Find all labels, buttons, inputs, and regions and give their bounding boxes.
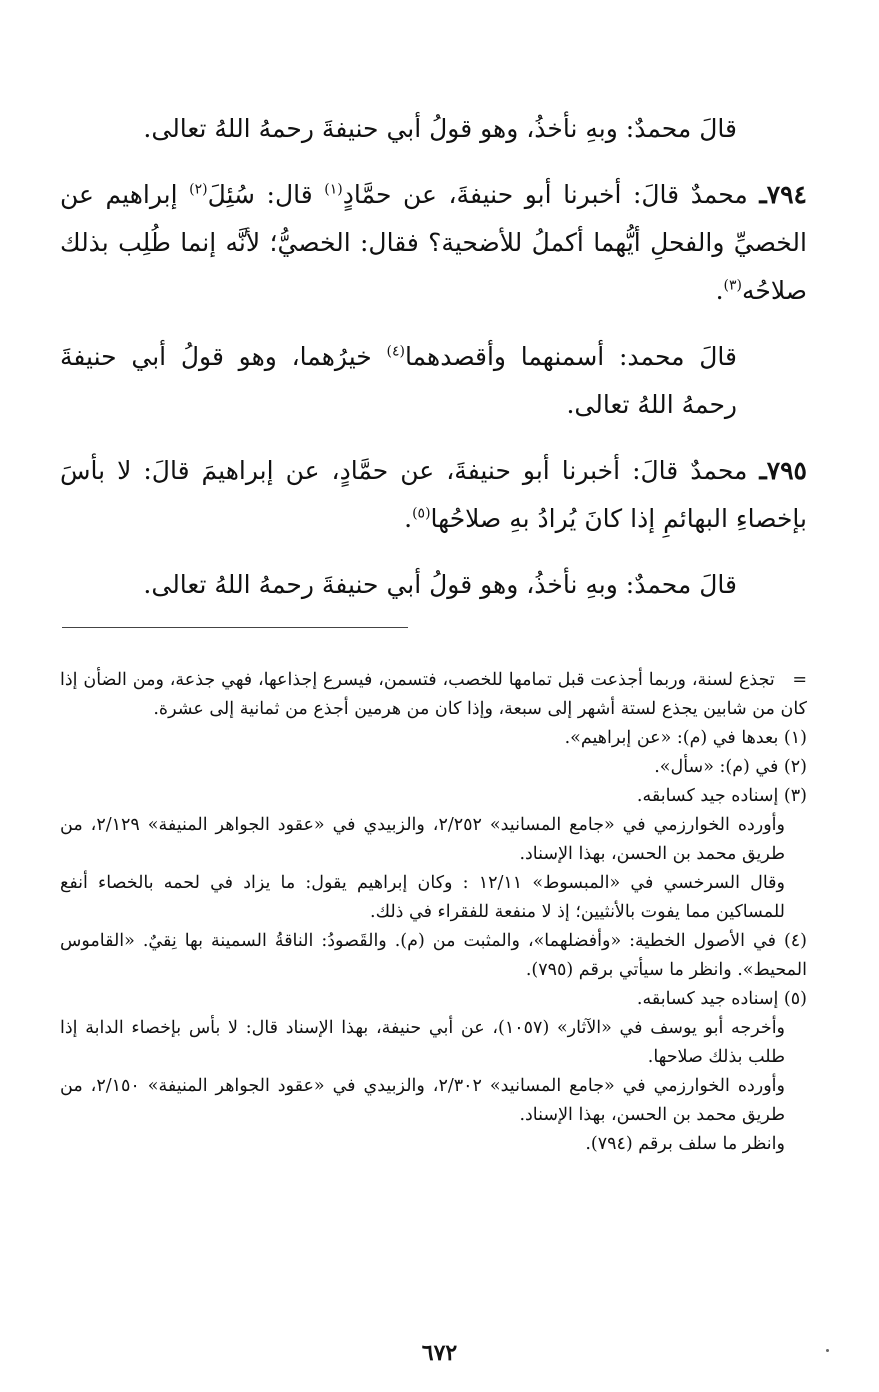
footnotes — [60, 666, 807, 1159]
hadith-number: ٧٩٥ـ — [759, 456, 807, 485]
continuation-text: تجذع لسنة، وربما أجذعت قبل تمامها للخصب، فتسمن، فيسرع إجذاعها، فهي جذعة، ومن الضأن إذا كان من شابين يجذع لستة أشهر إلى سبعة، وإذا كان من هرمين أجذع من ثمانية إلى عشرة. — [60, 670, 807, 719]
scan-speck — [826, 1349, 829, 1352]
hadith-795 — [60, 447, 807, 543]
hadith-794 — [60, 171, 807, 315]
hadith-text: محمدٌ قالَ: أخبرنا أبو حنيفةَ، عن حمَّادٍ — [342, 180, 760, 209]
hadith-text: . — [715, 276, 724, 305]
footnote-ref-3: (٣) — [723, 277, 742, 294]
continuation-mark: = — [792, 670, 807, 690]
hadith-text: إبراهيم عن الخصيِّ والفحلِ أيُّهما أكملُ للأضحية؟ فقال: الخصيُّ؛ لأنَّه إنما طُلِب بذلك صلاحُه — [60, 180, 807, 305]
footnote-5-detail-b: وأورده الخوارزمي في «جامع المسانيد» ٢/٣٠٢، والزبيدي في «عقود الجواهر المنيفة» ٢/١٥٠، من طريق محمد بن الحسن، بهذا الإسناد. — [60, 1076, 785, 1125]
footnote-3-detail-a: وأورده الخوارزمي في «جامع المسانيد» ٢/٢٥٢، والزبيدي في «عقود الجواهر المنيفة» ٢/١٢٩، من طريق محمد بن الحسن، بهذا الإسناد. — [60, 815, 785, 864]
paragraph-text: خيرُهما، وهو قولُ أبي حنيفةَ رحمهُ اللهُ تعالى. — [60, 342, 737, 419]
footnote-1: (١) بعدها في (م): «عن إبراهيم». — [564, 728, 807, 748]
hadith-text: قال: سُئِلَ — [207, 180, 325, 209]
footnote-ref-4: (٤) — [386, 343, 405, 360]
footnote-divider — [62, 627, 408, 628]
main-text — [60, 105, 807, 609]
footnote-3-detail-b: وقال السرخسي في «المبسوط» ١٢/١١ : وكان إبراهيم يقول: ما يزاد في لحمه بالخصاء أنفع للمساكين مما يفوت بالأنثيين؛ إذ لا منفعة للفقراء في ذلك. — [60, 873, 785, 922]
hadith-text: محمدٌ قالَ: أخبرنا أبو حنيفةَ، عن حمَّادٍ، عن إبراهيمَ قالَ: لا بأسَ بإخصاءِ البهائمِ إذا كانَ يُرادُ بهِ صلاحُها — [60, 456, 807, 533]
footnote-5-detail-c: وانظر ما سلف برقم (٧٩٤). — [585, 1134, 785, 1154]
footnote-5: (٥) إسناده جيد كسابقه. — [636, 989, 807, 1009]
footnote-ref-2: (٢) — [189, 181, 208, 198]
hadith-number: ٧٩٤ـ — [759, 180, 807, 209]
footnote-3: (٣) إسناده جيد كسابقه. — [636, 786, 807, 806]
footnote-ref-1: (١) — [324, 181, 343, 198]
paragraph-3 — [60, 333, 807, 429]
paragraph-5: قالَ محمدٌ: وبهِ نأخذُ، وهو قولُ أبي حنيفةَ رحمهُ اللهُ تعالى. — [143, 570, 737, 599]
footnote-2: (٢) في (م): «سأل». — [654, 757, 807, 777]
paragraph-text: قالَ محمد: أسمنهما وأقصدهما — [404, 342, 737, 371]
hadith-text: . — [404, 504, 413, 533]
footnote-4: (٤) في الأصول الخطية: «وأفضلهما»، والمثبت من (م). والقَصودُ: الناقةُ السمينة بها نِقيٌ. «القاموس المحيط». وانظر ما سيأتي برقم (٧٩٥). — [60, 931, 807, 980]
footnote-5-detail-a: وأخرجه أبو يوسف في «الآثار» (١٠٥٧)، عن أبي حنيفة، بهذا الإسناد قال: لا بأس بإخصاء الدابة إذا طلب بذلك صلاحها. — [60, 1018, 786, 1067]
footnote-continuation — [60, 666, 807, 724]
paragraph-1: قالَ محمدٌ: وبهِ نأخذُ، وهو قولُ أبي حنيفةَ رحمهُ اللهُ تعالى. — [143, 114, 737, 143]
footnote-ref-5: (٥) — [412, 505, 431, 522]
page-number: ٦٧٢ — [421, 1340, 458, 1366]
